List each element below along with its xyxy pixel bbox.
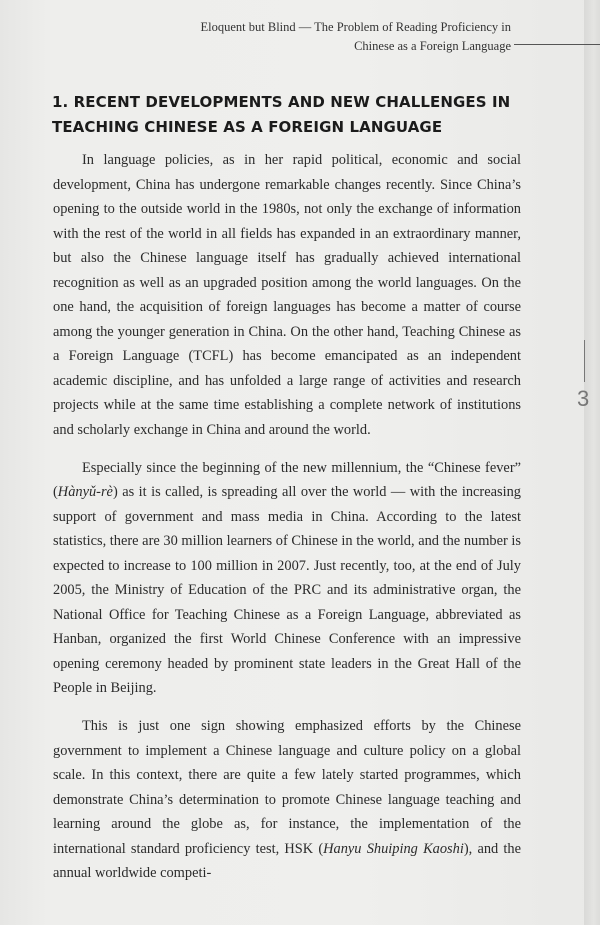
page-edge xyxy=(584,0,600,925)
paragraph-3 xyxy=(53,714,521,886)
section-heading: 1. RECENT DEVELOPMENTS AND NEW CHALLENGES IN TEACHING CHINESE AS A FOREIGN LANGUAGE xyxy=(52,93,511,136)
paragraph-3-part-b: ), and the annual worldwide competi- xyxy=(53,840,521,882)
paragraph-3-part-a: This is just one sign showing emphasized efforts by the Chinese government to implement a Chinese language and culture policy on a global scale. In this context, there are quite a few lately started programmes, which demonstrate China’s determination to promote Chinese language teaching and learning around the globe as, for instance, the implementation of the international standard proficiency test, HSK ( xyxy=(53,718,521,857)
paragraph-2 xyxy=(53,456,521,701)
paragraph-3-italic-term: Hanyu Shuiping Kaoshi xyxy=(323,840,464,857)
paragraph-2-italic-term: Hànyǔ-rè xyxy=(57,484,113,501)
running-header xyxy=(201,18,512,56)
body-text xyxy=(53,148,521,886)
page-number: 3 xyxy=(577,386,590,411)
paragraph-2-part-b: ) as it is called, is spreading all over the world — with the increasing support of government and mass media in China. According to the latest statistics, there are 30 million learners of Chinese in the world, and the number is expected to increase to 100 million in 2007. Just recently, too, at the end of July 2005, the Ministry of Education of the PRC and its administrative organ, the National Office for Teaching Chinese as a Foreign Language, abbreviated as Hanban, organized the first World Chinese Conference with an impressive opening ceremony headed by prominent state leaders in the Great Hall of the People in Beijing. xyxy=(53,484,521,697)
paragraph-1: In language policies, as in her rapid political, economic and social development, China has undergone remarkable changes recently. Since China’s opening to the outside world in the 1980s, not only the exchange of information with the rest of the world in all fields has expanded in an extraordinary manner, but also the Chinese language itself has gradually achieved international recognition as well as an upgraded position among the world languages. On the one hand, the acquisition of foreign languages has become a matter of course among the younger generation in China. On the other hand, Teaching Chinese as a Foreign Language (TCFL) has become emancipated as an independent academic discipline, and has unfolded a large range of activities and research projects while at the same time establishing a complete network of institutions and scholarly exchange in China and around the world. xyxy=(53,152,521,439)
header-rule xyxy=(514,44,600,45)
paragraph-2-part-a: Especially since the beginning of the new millennium, the “Chinese fever” ( xyxy=(53,459,521,501)
running-header-line-2: Chinese as a Foreign Language xyxy=(354,39,511,53)
running-header-line-1: Eloquent but Blind — The Problem of Reading Proficiency in xyxy=(200,20,511,34)
page-number-rule xyxy=(584,340,585,382)
